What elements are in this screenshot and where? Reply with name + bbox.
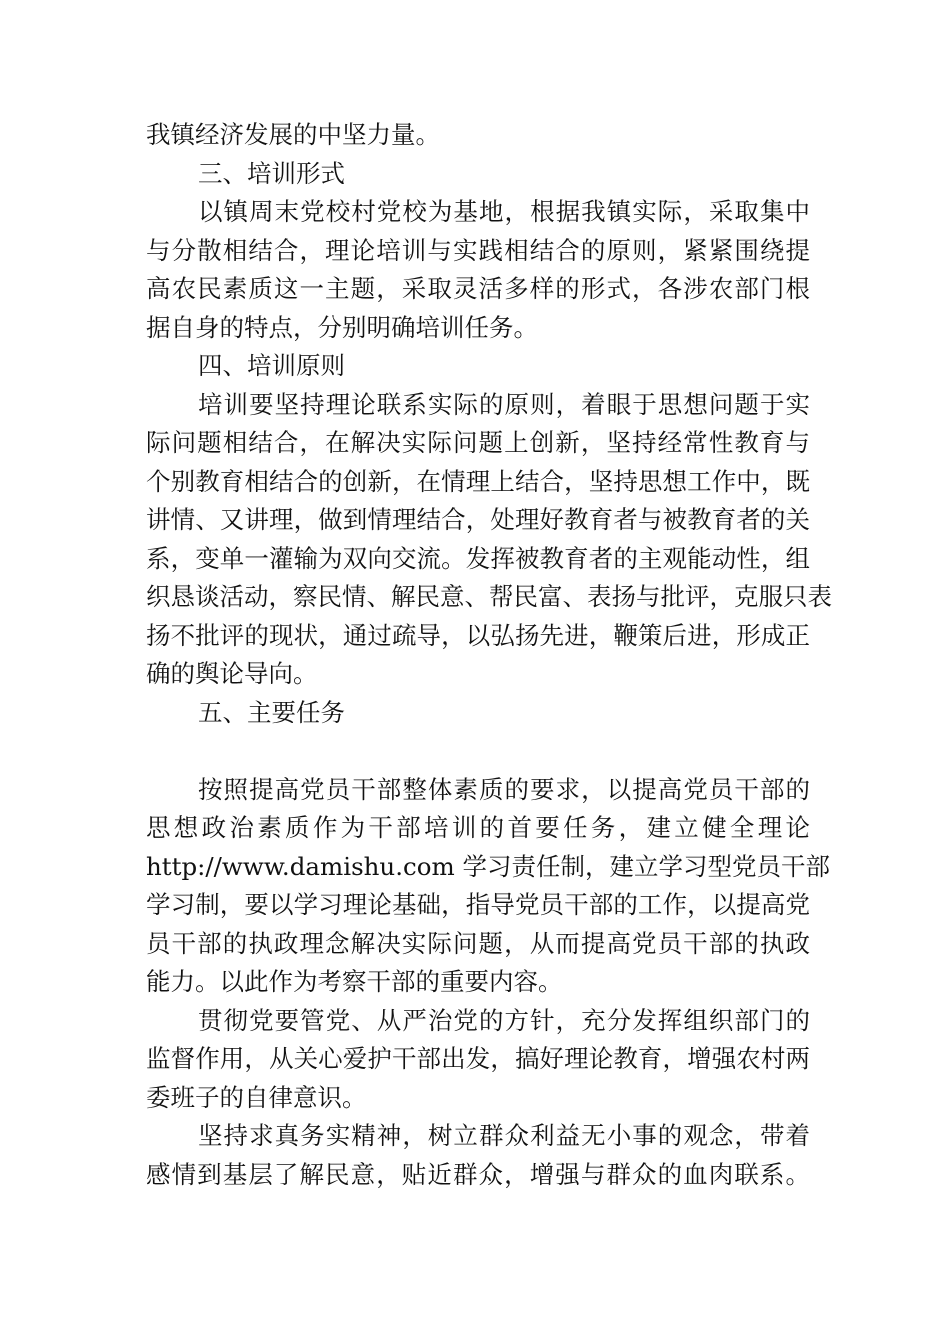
paragraph-line: 我镇经济发展的中坚力量。	[146, 120, 440, 149]
paragraph-line: 学习制，要以学习理论基础，指导党员干部的工作，以提高党	[146, 890, 810, 919]
paragraph-line: 按照提高党员干部整体素质的要求，以提高党员干部的	[198, 774, 810, 804]
paragraph-line: 贯彻党要管党、从严治党的方针，充分发挥组织部门的	[198, 1005, 810, 1035]
section-heading-main-tasks: 五、主要任务	[198, 697, 345, 727]
paragraph-line: 思想政治素质作为干部培训的首要任务，建立健全理论	[146, 813, 810, 842]
paragraph-line: 监督作用，从关心爱护干部出发，搞好理论教育，增强农村两	[146, 1044, 810, 1073]
paragraph-line: 员干部的执政理念解决实际问题，从而提高党员干部的执政	[146, 928, 810, 958]
paragraph-line: 个别教育相结合的创新，在情理上结合，坚持思想工作中，既	[146, 466, 810, 496]
paragraph-line: 织恳谈活动，察民情、解民意、帮民富、表扬与批评，克服只表	[146, 582, 832, 611]
paragraph-line: 际问题相结合，在解决实际问题上创新，坚持经常性教育与	[146, 428, 810, 457]
paragraph-line: 培训要坚持理论联系实际的原则，着眼于思想问题于实	[198, 389, 810, 419]
paragraph-line: 系，变单一灌输为双向交流。发挥被教育者的主观能动性，组	[146, 543, 810, 573]
document-body	[146, 116, 832, 1194]
paragraph-line: 能力。以此作为考察干部的重要内容。	[146, 967, 563, 996]
paragraph-line: 委班子的自律意识。	[146, 1082, 367, 1112]
section-heading-training-principles: 四、培训原则	[198, 351, 345, 380]
paragraph-line: 讲情、又讲理，做到情理结合，处理好教育者与被教育者的关	[146, 505, 810, 534]
paragraph-line: 以镇周末党校村党校为基地，根据我镇实际，采取集中	[198, 197, 810, 226]
paragraph-line-with-url: http://www.damishu.com 学习责任制，建立学习型党员干部	[146, 851, 830, 881]
paragraph-line: 感情到基层了解民意，贴近群众，增强与群众的血肉联系。	[146, 1159, 810, 1189]
paragraph-line: 据自身的特点，分别明确培训任务。	[146, 312, 538, 342]
paragraph-line: 坚持求真务实精神，树立群众利益无小事的观念，带着	[198, 1121, 810, 1150]
paragraph-line: 确的舆论导向。	[146, 659, 318, 688]
paragraph-line: 高农民素质这一主题，采取灵活多样的形式，各涉农部门根	[146, 274, 810, 303]
section-heading-training-form: 三、培训形式	[198, 158, 345, 188]
blank-line	[146, 732, 810, 771]
paragraph-line: 与分散相结合，理论培训与实践相结合的原则，紧紧围绕提	[146, 235, 810, 265]
paragraph-line: 扬不批评的现状，通过疏导，以弘扬先进，鞭策后进，形成正	[146, 620, 810, 650]
